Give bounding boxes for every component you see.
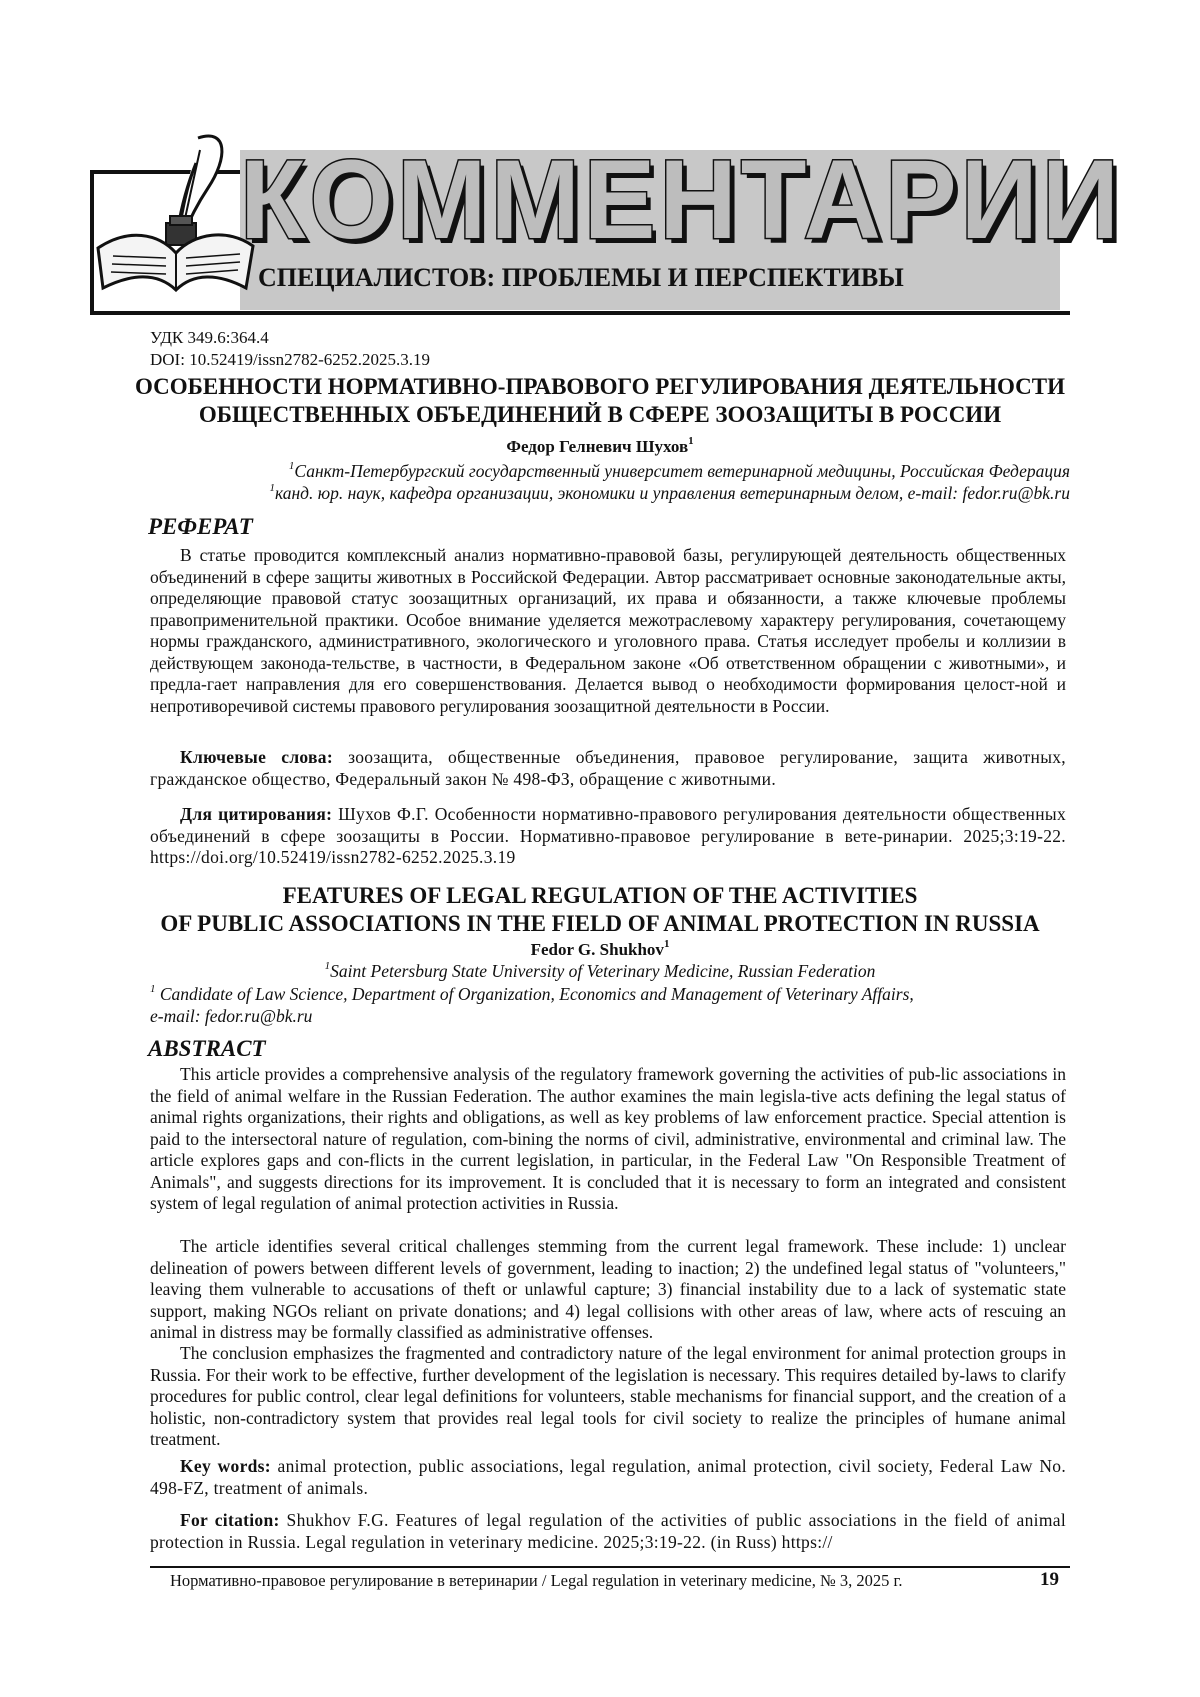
abstract-heading-ru: РЕФЕРАТ — [148, 514, 253, 540]
banner-title: КОММЕНТАРИИ — [240, 140, 1027, 260]
citation-ru-text: Шухов Ф.Г. Особенности нормативно-правового регулирования деятельности общественных объединений в сфере зоозащиты в России. Нормативно-правовое регулирование в вете-ринарии. 2025;3:19-22. https://doi.org/10.52419/issn2782-6252.2025.3.19 — [150, 804, 1066, 867]
abstract-ru: В статье проводится комплексный анализ нормативно-правовой базы, регулирующей деятельность общественных объединений в сфере защиты животных в Российской Федерации. Автор рассматривает основные законодательные акты, определяющие правовой статус зоозащитных организаций, их права и обязанности, а также ключевые проблемы правоприменительной практики. Особое внимание уделяется межотраслевому характеру регулирования, сочетающему нормы гражданского, административного, экологического и уголовного права. Статья исследует пробелы и коллизии в действующем законода-тельстве, в частности, в Федеральном законе «Об ответственном обращении с животными», и предла-гает направления для его совершенствования. Делается вывод о необходимости формирования целост-ной и непротиворечивой системы правового регулирования зоозащитной деятельности в России. — [150, 545, 1066, 717]
title-ru — [120, 373, 1080, 429]
affiliation-en-2 — [150, 983, 1080, 1027]
keywords-ru-text: зоозащита, общественные объединения, правовое регулирование, защита животных, гражданское общество, Федеральный закон № 498-ФЗ, обращение с животными. — [150, 747, 1066, 789]
citation-en-text: Shukhov F.G. Features of legal regulation of the activities of public associations in the field of animal protection in Russia. Legal regulation in veterinary medicine. 2025;3:19-22. (in Russ) https:// — [150, 1510, 1066, 1552]
affiliation-ru-2 — [130, 482, 1070, 504]
citation-ru — [150, 804, 1066, 869]
citation-en — [150, 1510, 1066, 1553]
footer-rule — [150, 1566, 1070, 1568]
affiliation-ru-2-sup: 1 — [269, 482, 275, 494]
citation-en-label: For citation: — [180, 1510, 280, 1530]
affiliation-en-1 — [120, 961, 1080, 982]
affiliation-en-2-sup: 1 — [150, 983, 156, 995]
author-en — [120, 940, 1080, 960]
title-ru-line-2: ОБЩЕСТВЕННЫХ ОБЪЕДИНЕНИЙ В СФЕРЕ ЗООЗАЩИТЫ В РОССИИ — [120, 401, 1080, 429]
banner-underline — [90, 311, 1070, 315]
title-en-line-2: OF PUBLIC ASSOCIATIONS IN THE FIELD OF ANIMAL PROTECTION IN RUSSIA — [120, 910, 1080, 938]
affiliation-ru-2-text: канд. юр. наук, кафедра организации, экономики и управления ветеринарным делом, e-mail: fedor.ru@bk.ru — [275, 483, 1070, 503]
title-ru-line-1: ОСОБЕННОСТИ НОРМАТИВНО-ПРАВОВОГО РЕГУЛИРОВАНИЯ ДЕЯТЕЛЬНОСТИ — [120, 373, 1080, 401]
keywords-ru — [150, 747, 1066, 790]
title-en-line-1: FEATURES OF LEGAL REGULATION OF THE ACTIVITIES — [120, 882, 1080, 910]
affiliation-ru-1-text: Санкт-Петербургский государственный университет ветеринарной медицины, Российская Федерация — [294, 461, 1070, 481]
abstract-en-paragraph-2: The article identifies several critical challenges stemming from the current legal framework. These include: 1) unclear delineation of powers between different levels of government, leading to inaction; 2) the undefined legal status of "volunteers," leaving them vulnerable to accusations of theft or unlawful capture; 3) financial instability due to a lack of systematic state support, making NGOs reliant on private donations; and 4) legal collisions with other areas of law, where acts of rescuing an animal in distress may be formally classified as administrative offenses. — [150, 1236, 1066, 1344]
affiliation-en-2-text: Candidate of Law Science, Department of Organization, Economics and Management of Veterinary Affairs, — [160, 984, 914, 1004]
author-en-name: Fedor G. Shukhov — [531, 940, 664, 959]
book-and-quill-icon — [78, 128, 258, 298]
affiliation-en-1-sup: 1 — [325, 960, 331, 972]
abstract-en-paragraph-1: This article provides a comprehensive analysis of the regulatory framework governing the activities of pub-lic associations in the field of animal welfare in the Russian Federation. The author examines the main legisla-tive acts defining the legal status of animal rights organizations, their rights and obligations, as well as key problems of law enforcement practice. Special attention is paid to the intersectoral nature of regulation, com-bining the norms of civil, administrative, environmental and criminal law. The article explores gaps and con-flicts in the current legislation, in particular, in the Federal Law "On Responsible Treatment of Animals", and suggests directions for its improvement. It is concluded that it is necessary to form an integrated and consistent system of legal regulation of animal protection activities in Russia. — [150, 1064, 1066, 1215]
page-number: 19 — [1040, 1569, 1059, 1591]
abstract-heading-en: ABSTRACT — [148, 1036, 266, 1062]
keywords-en — [150, 1456, 1066, 1499]
citation-ru-label: Для цитирования: — [180, 804, 332, 824]
doi: DOI: 10.52419/issn2782-6252.2025.3.19 — [150, 349, 430, 371]
affiliation-en-1-text: Saint Petersburg State University of Veterinary Medicine, Russian Federation — [330, 961, 875, 981]
author-ru-name: Федор Гелневич Шухов — [506, 437, 688, 456]
keywords-ru-label: Ключевые слова: — [180, 747, 333, 767]
affiliation-ru-1-sup: 1 — [289, 460, 295, 472]
udc-code: УДК 349.6:364.4 — [150, 327, 269, 349]
author-en-sup: 1 — [664, 938, 670, 950]
keywords-en-label: Key words: — [180, 1456, 271, 1476]
abstract-en-paragraph-3: The conclusion emphasizes the fragmented and contradictory nature of the legal environment for animal protection groups in Russia. For their work to be effective, further development of the legislation is necessary. This requires detailed by-laws to clarify procedures for public control, clear legal definitions for volunteers, stable mechanisms for financial support, and the creation of a holistic, non-contradictory system that provides real legal tools for civil society to realize the principles of humane animal treatment. — [150, 1343, 1066, 1451]
author-ru-sup: 1 — [688, 435, 694, 447]
footer-journal: Нормативно-правовое регулирование в ветеринарии / Legal regulation in veterinary medicine, № 3, 2025 г. — [170, 1571, 903, 1591]
author-ru — [120, 437, 1080, 457]
affiliation-en-2-email: e-mail: fedor.ru@bk.ru — [150, 1006, 312, 1026]
keywords-en-text: animal protection, public associations, legal regulation, animal protection, civil society, Federal Law No. 498-FZ, treatment of animals. — [150, 1456, 1066, 1498]
affiliation-ru-1 — [130, 460, 1070, 482]
banner-subtitle: СПЕЦИАЛИСТОВ: ПРОБЛЕМЫ И ПЕРСПЕКТИВЫ — [258, 263, 904, 293]
title-en — [120, 882, 1080, 938]
